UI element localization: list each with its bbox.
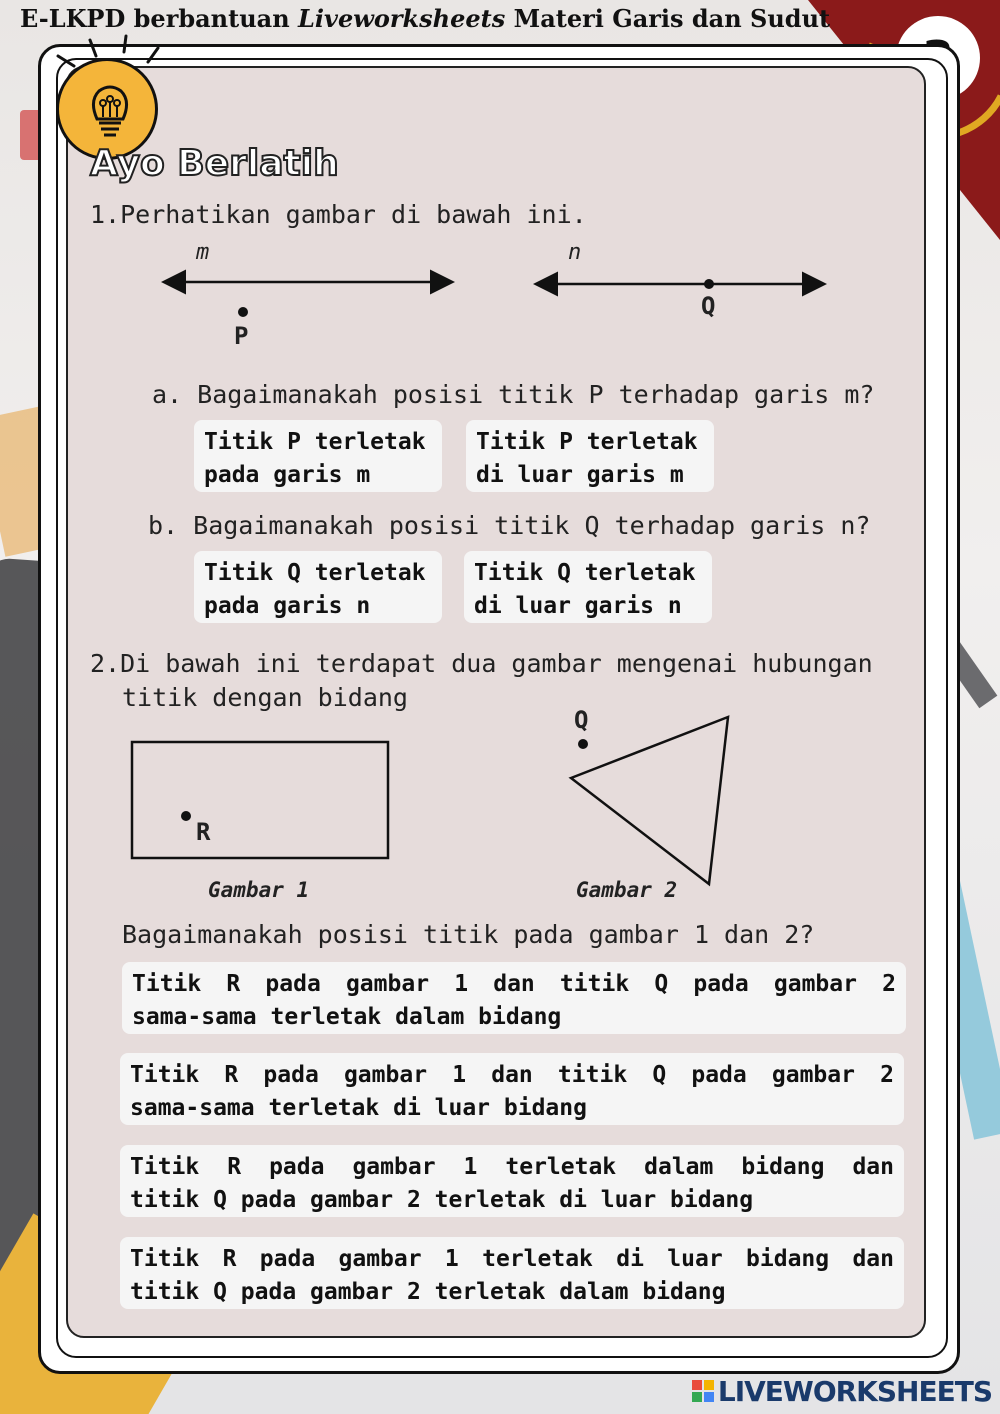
q2-option-2[interactable]: Titik R pada gambar 1 dan titik Q pada gambar 2 sama-sama terletak di luar bidang: [120, 1053, 904, 1125]
q1a-option-2[interactable]: Titik P terletak di luar garis m: [466, 420, 714, 492]
section-title: Ayo Berlatih: [90, 143, 339, 184]
q2-option-4[interactable]: Titik R pada gambar 1 terletak di luar bidang dan titik Q pada gambar 2 terletak dalam bidang: [120, 1237, 904, 1309]
q2-option-1[interactable]: Titik R pada gambar 1 dan titik Q pada gambar 2 sama-sama terletak dalam bidang: [122, 962, 906, 1034]
liveworksheets-icon: [692, 1380, 714, 1402]
point-p: [238, 307, 248, 317]
liveworksheets-logo[interactable]: [692, 1374, 992, 1408]
page-header-title: E-LKPD berbantuan Liveworksheets Materi Garis dan Sudut: [20, 4, 831, 33]
q1b-prompt: b. Bagaimanakah posisi titik Q terhadap garis n?: [148, 511, 871, 540]
bulb-rays-icon: [40, 26, 240, 106]
q2-prompt-line2: titik dengan bidang: [122, 683, 408, 712]
q2-figure: [0, 700, 1000, 920]
plane-rectangle: [132, 742, 388, 858]
q2-option-3[interactable]: Titik R pada gambar 1 terletak dalam bidang dan titik Q pada gambar 2 terletak di luar bidang: [120, 1145, 904, 1217]
line-m-label: m: [196, 240, 210, 265]
q1a-option-1[interactable]: Titik P terletak pada garis m: [194, 420, 442, 492]
point-q: [704, 279, 714, 289]
q1-prompt: 1.Perhatikan gambar di bawah ini.: [90, 200, 587, 229]
q1b-option-1[interactable]: Titik Q terletak pada garis n: [194, 551, 442, 623]
plane-triangle: [571, 717, 728, 884]
line-n-label: n: [568, 240, 582, 265]
q1b-option-2[interactable]: Titik Q terletak di luar garis n: [464, 551, 712, 623]
caption-gambar-2: Gambar 2: [576, 878, 678, 902]
q2-question: Bagaimanakah posisi titik pada gambar 1 dan 2?: [122, 920, 815, 949]
point-q-label: Q: [701, 292, 716, 320]
point-p-label: P: [234, 322, 249, 350]
q1a-prompt: a. Bagaimanakah posisi titik P terhadap garis m?: [152, 380, 875, 409]
point-r: [181, 811, 191, 821]
q2-prompt-line1: 2.Di bawah ini terdapat dua gambar mengenai hubungan: [90, 649, 873, 678]
point-q-plane: [578, 739, 588, 749]
liveworksheets-brand: LIVEWORKSHEETS: [717, 1374, 992, 1408]
point-r-label: R: [196, 818, 211, 846]
caption-gambar-1: Gambar 1: [208, 878, 310, 902]
point-q2-label: Q: [574, 706, 589, 734]
